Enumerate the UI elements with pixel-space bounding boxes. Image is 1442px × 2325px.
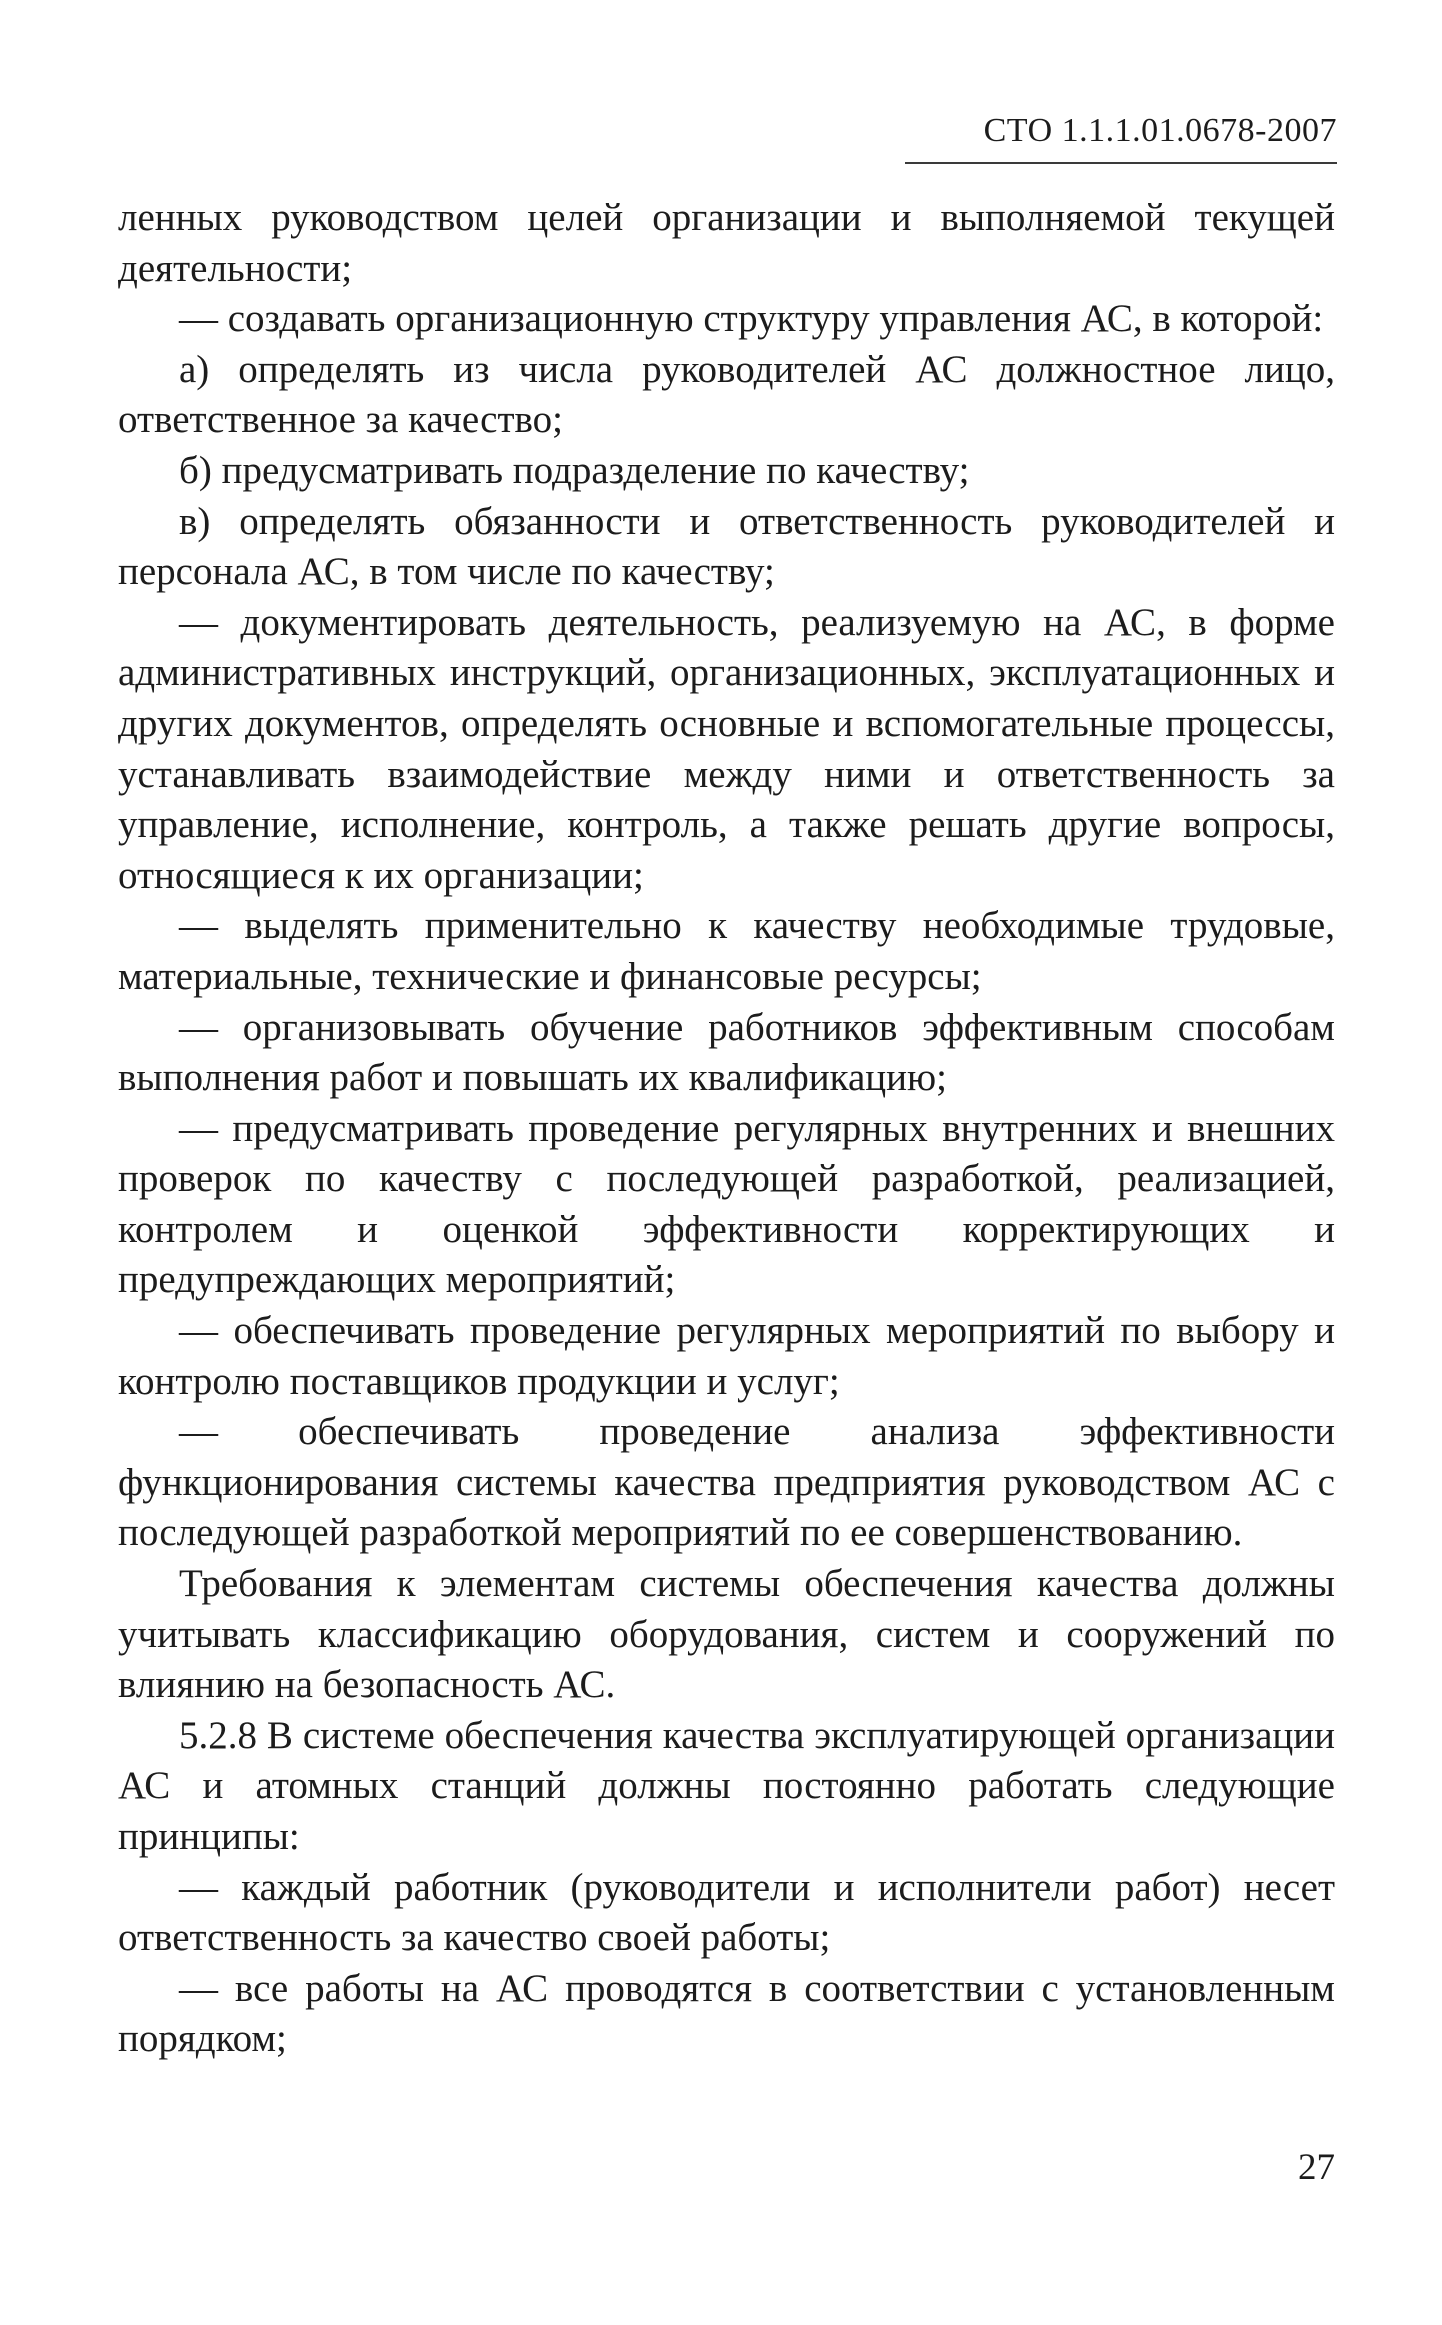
section-5-2-8: 5.2.8 В системе обеспечения качества эксплуатирующей организации АС и атомных станций должны постоянно работать следующие принципы: xyxy=(118,1713,1335,1858)
list-item-training: — организовывать обучение работников эффективным способам выполнения работ и повышать их квалификацию; xyxy=(118,1005,1335,1100)
header-divider xyxy=(905,162,1337,164)
paragraph-requirements: Требования к элементам системы обеспечения качества должны учитывать классификацию оборудования, систем и сооружений по влиянию на безопасность АС. xyxy=(118,1562,1335,1707)
list-item-audits: — предусматривать проведение регулярных внутренних и внешних проверок по качеству с последующей разработкой, реализацией, контролем и оценкой эффективности корректирующих и предупреждающих мероприятий; xyxy=(118,1106,1335,1302)
document-code-header: СТО 1.1.1.01.0678-2007 xyxy=(983,112,1337,149)
list-item-established-order: — все работы на АС проводятся в соответствии с установленным порядком; xyxy=(118,1966,1335,2061)
page-body xyxy=(118,193,1335,2065)
paragraph-continuation: ленных руководством целей организации и выполняемой текущей деятельности; xyxy=(118,196,1335,290)
list-item-suppliers: — обеспечивать проведение регулярных мероприятий по выбору и контролю поставщиков продукции и услуг; xyxy=(118,1309,1335,1403)
list-item-org-structure: — создавать организационную структуру управления АС, в которой: xyxy=(179,297,1324,341)
list-item-allocate-resources: — выделять применительно к качеству необходимые трудовые, материальные, технические и финансовые ресурсы; xyxy=(118,904,1335,998)
list-item-management-review: — обеспечивать проведение анализа эффективности функционирования системы качества предприятия руководством АС с последующей разработкой мероприятий по ее совершенствованию. xyxy=(118,1410,1335,1555)
list-item-document-activity: — документировать деятельность, реализуемую на АС, в форме административных инструкций, организационных, эксплуатационных и других документов, определять основные и вспомогательные процессы, устанавливать взаимодействие между ними и ответственность за управление, исполнение, контроль, а также решать другие вопросы, относящиеся к их организации; xyxy=(118,600,1335,897)
sub-item-a: а) определять из числа руководителей АС должностное лицо, ответственное за качество; xyxy=(118,347,1335,442)
list-item-responsibility: — каждый работник (руководители и исполнители работ) несет ответственность за качество своей работы; xyxy=(118,1865,1335,1960)
page-number: 27 xyxy=(1298,2147,1335,2188)
sub-item-b: б) предусматривать подразделение по качеству; xyxy=(179,448,970,492)
sub-item-c: в) определять обязанности и ответственность руководителей и персонала АС, в том числе по качеству; xyxy=(118,499,1335,594)
